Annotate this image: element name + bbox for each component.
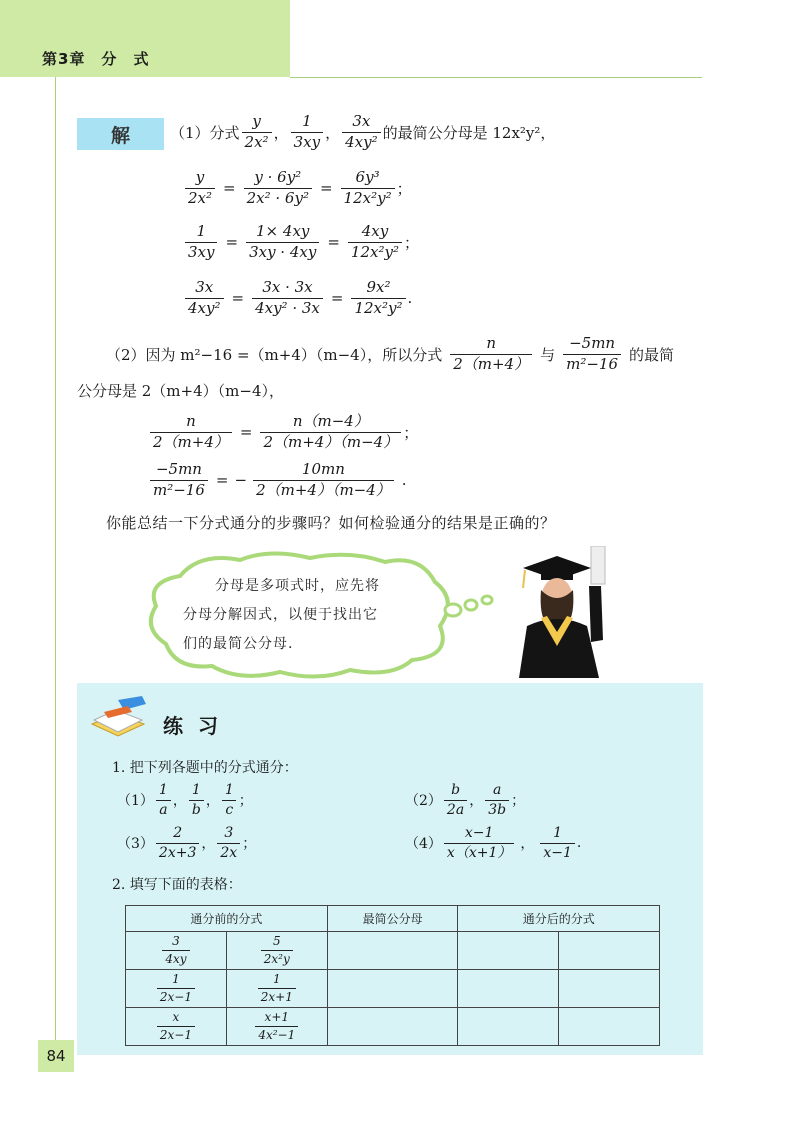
result-blank-cell[interactable] — [458, 932, 559, 970]
q1-part-3: （3） $\frac{2}{2x+3}$ ， $\frac{3}{2x}$ ； — [117, 825, 257, 861]
header-original-fractions: 通分前的分式 — [126, 906, 328, 932]
cloud-line-2: 分母分解因式，以便于找出它 — [183, 607, 378, 623]
part2-line2: 公分母是 2（m+4）（m−4）， — [77, 382, 284, 400]
equation-5: $\frac{-5mn}{\text{m²−16}}$ = − $\frac{10mn}{2(m+4)(m-4)}$ . — [148, 462, 407, 499]
equation-4: $\frac{n}{2(m+4)}$ = $\frac{n(m-4)}{2(m+4)(m-4)}$ ； — [148, 414, 418, 451]
q1-part-4: （4） $\frac{x-1}{x(x+1)}$ ， $\frac{1}{x-1}$ . — [405, 825, 582, 861]
chapter-title: 第3章 分 式 — [42, 50, 150, 68]
summary-question: 你能总结一下分式通分的步骤吗？如何检验通分的结果是正确的？ — [106, 514, 556, 532]
result-blank-cell[interactable] — [458, 1008, 559, 1046]
page-number: 84 — [38, 1040, 74, 1072]
result-blank-cell[interactable] — [559, 932, 660, 970]
result-blank-cell[interactable] — [559, 970, 660, 1008]
table-row: $\frac{3}{4xy}$ $\frac{5}{\text{2x²y}}$ — [126, 932, 660, 970]
lcd-blank-cell[interactable] — [327, 932, 458, 970]
part1-lcd-text: 的最简公分母是 12x²y²， — [382, 123, 556, 142]
fraction-1-3xy: $\frac{1}{3xy}$ — [291, 114, 323, 151]
cloud-text — [183, 572, 413, 659]
lcd-blank-cell[interactable] — [327, 970, 458, 1008]
graduate-student-illustration — [505, 546, 615, 678]
header-lcd: 最简公分母 — [327, 906, 458, 932]
equation-2: $\frac{1}{3xy}$ = $\frac{1\times 4xy}{3xy \cdot 4xy}$ = $\frac{4xy}{\text{12x²y²}}$ ； — [183, 224, 419, 261]
result-blank-cell[interactable] — [458, 970, 559, 1008]
table-row: $\frac{1}{2x-1}$ $\frac{1}{2x+1}$ — [126, 970, 660, 1008]
header-result-fractions: 通分后的分式 — [458, 906, 660, 932]
left-margin-rule — [55, 77, 56, 1047]
fraction-3x-4xy2: $\frac{3x}{\text{4xy²}}$ — [342, 114, 381, 151]
question-1: 1. 把下列各题中的分式通分： — [112, 760, 298, 776]
pencil-book-icon — [88, 694, 152, 740]
q1-part-2: （2） $\frac{b}{2a}$ ， $\frac{a}{3b}$ ； — [405, 782, 526, 818]
lcd-blank-cell[interactable] — [327, 1008, 458, 1046]
table-row: $\frac{x}{2x-1}$ $\frac{x+1}{\text{4x²−1}}$ — [126, 1008, 660, 1046]
equation-3: $\frac{3x}{\text{4xy²}}$ = $\frac{3x \cdot 3x}{\text{4xy² · 3x}}$ = $\frac{\text{9x²}}{\text{12x²y²}}$ . — [183, 280, 412, 317]
header-divider — [290, 77, 702, 78]
fill-in-table — [125, 905, 660, 1046]
question-2: 2. 填写下面的表格： — [112, 877, 242, 893]
part1-intro-text: （1）分式 — [170, 123, 240, 142]
part1-intro: （1）分式 $\frac{y}{\text{2x²}}$ ， $\frac{1}{3xy}$ ， $\frac{3x}{\text{4xy²}}$ 的最简公分母是 12x²y²， — [170, 112, 556, 151]
cloud-line-3: 们的最简公分母. — [183, 636, 294, 652]
equation-1: $\frac{y}{\text{2x²}}$ = $\frac{\text{y · 6y²}}{\text{2x² · 6y²}}$ = $\frac{\text{6y³}}{\text{12x²y²}}$ ； — [183, 170, 412, 207]
q1-part-1: （1） $\frac{1}{a}$ ， $\frac{1}{b}$ ， $\frac{1}{c}$ ； — [117, 782, 253, 818]
part2-line1: （2）因为 m²−16 =（m+4）（m−4），所以分式 $\frac{n}{2(m+4)}$ 与 $\frac{-5mn}{\text{m²−16}}$ 的最简 — [106, 334, 675, 373]
practice-title: 练 习 — [163, 714, 222, 738]
table-header-row — [126, 906, 660, 932]
fraction-y-2x2: $\frac{y}{\text{2x²}}$ — [242, 114, 272, 151]
result-blank-cell[interactable] — [559, 1008, 660, 1046]
cloud-line-1: 分母是多项式时，应先将 — [215, 578, 380, 594]
solution-label: 解 — [77, 118, 164, 150]
